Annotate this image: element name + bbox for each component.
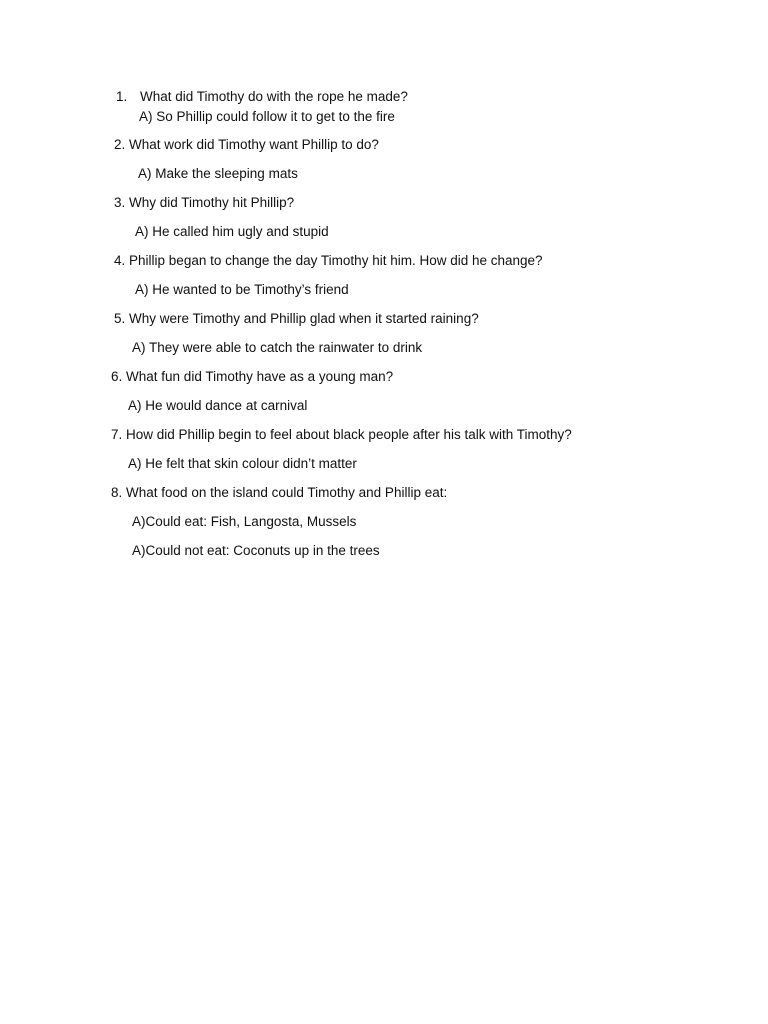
question-1 [116,89,408,105]
question-text: Why were Timothy and Phillip glad when it started raining? [129,311,479,326]
answer-8b: A)Could not eat: Coconuts up in the trees [132,543,380,558]
question-number: 8. [111,485,123,500]
question-text: Why did Timothy hit Phillip? [129,195,295,210]
question-number: 4. [114,253,126,268]
answer-5: A) They were able to catch the rainwater to drink [132,340,423,355]
answer-1: A) So Phillip could follow it to get to the fire [139,109,395,124]
question-7 [111,427,572,443]
question-5 [114,311,479,327]
question-text: Phillip began to change the day Timothy hit him. How did he change? [129,253,543,268]
question-2 [114,137,379,153]
question-number: 2. [114,137,126,152]
question-number: 5. [114,311,126,326]
question-number: 1. [116,89,128,104]
question-8 [111,485,447,501]
answer-8a: A)Could eat: Fish, Langosta, Mussels [132,514,357,529]
question-number: 3. [114,195,126,210]
question-text: What fun did Timothy have as a young man? [126,369,394,384]
question-text: How did Phillip begin to feel about black people after his talk with Timothy? [126,427,572,442]
answer-4: A) He wanted to be Timothy’s friend [135,282,349,297]
question-number: 7. [111,427,123,442]
question-text: What food on the island could Timothy and Phillip eat: [126,485,448,500]
answer-7: A) He felt that skin colour didn’t matter [128,456,357,471]
answer-2: A) Make the sleeping mats [138,166,298,181]
answer-3: A) He called him ugly and stupid [135,224,329,239]
question-number: 6. [111,369,123,384]
question-text: What did Timothy do with the rope he made? [140,89,408,104]
question-3 [114,195,294,211]
question-6 [111,369,393,385]
answer-6: A) He would dance at carnival [128,398,308,413]
question-4 [114,253,543,269]
question-text: What work did Timothy want Phillip to do? [129,137,379,152]
